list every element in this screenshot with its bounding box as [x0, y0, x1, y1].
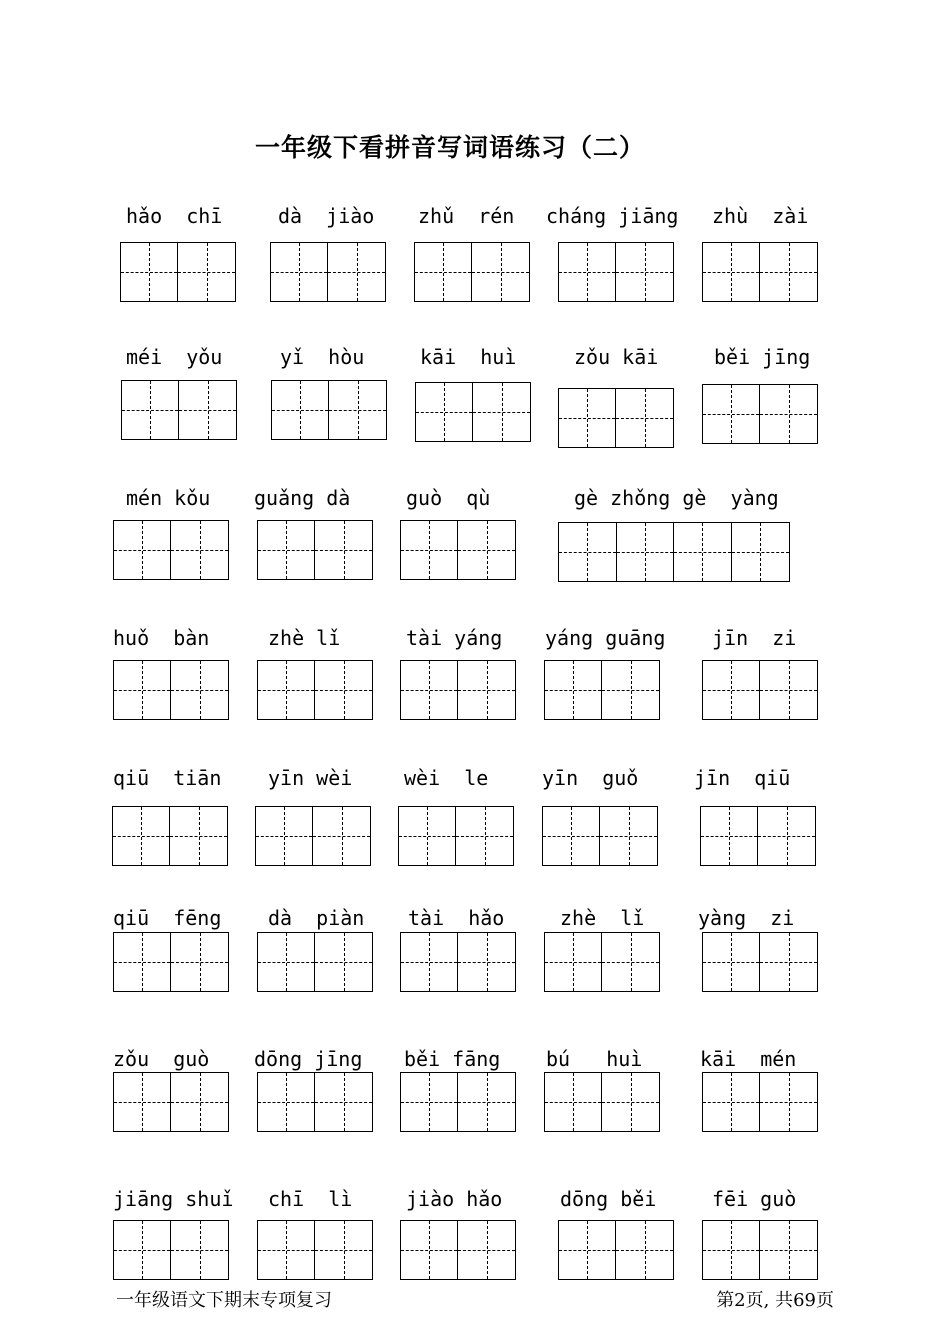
- pinyin-label: zhè lǐ: [268, 626, 341, 650]
- tianzige-cell[interactable]: [674, 523, 732, 581]
- tianzige-cell[interactable]: [179, 381, 236, 439]
- pinyin-label: yīn guǒ: [542, 766, 639, 790]
- pinyin-label: tài yáng: [406, 626, 503, 650]
- tianzige-cell[interactable]: [760, 933, 817, 991]
- tianzige-cell[interactable]: [401, 933, 458, 991]
- writing-grid[interactable]: [542, 806, 658, 866]
- pinyin-label: qiū fēng: [113, 906, 222, 930]
- pinyin-label: mén kǒu: [126, 486, 211, 510]
- tianzige-cell[interactable]: [114, 933, 171, 991]
- page-title: 一年级下看拼音写词语练习（二）: [254, 133, 645, 162]
- pinyin-label: kāi mén: [700, 1047, 797, 1071]
- tianzige-cell[interactable]: [458, 1221, 515, 1279]
- tianzige-cell[interactable]: [760, 385, 817, 443]
- writing-grid[interactable]: [400, 520, 516, 580]
- pinyin-label: dōng jīng: [254, 1047, 363, 1071]
- tianzige-cell[interactable]: [559, 243, 616, 301]
- tianzige-cell[interactable]: [703, 385, 760, 443]
- tianzige-cell[interactable]: [616, 1221, 673, 1279]
- tianzige-cell[interactable]: [703, 933, 760, 991]
- writing-grid[interactable]: [113, 520, 229, 580]
- writing-grid[interactable]: [558, 242, 674, 302]
- tianzige-cell[interactable]: [401, 661, 458, 719]
- tianzige-cell[interactable]: [315, 1073, 372, 1131]
- tianzige-cell[interactable]: [415, 243, 472, 301]
- writing-grid[interactable]: [112, 806, 228, 866]
- writing-grid[interactable]: [415, 382, 531, 442]
- footer-left: 一年级语文下期末专项复习: [116, 1290, 332, 1311]
- pinyin-label: méi yǒu: [126, 345, 223, 369]
- tianzige-cell[interactable]: [545, 1073, 602, 1131]
- writing-grid[interactable]: [544, 1072, 660, 1132]
- tianzige-cell[interactable]: [315, 933, 372, 991]
- tianzige-cell[interactable]: [315, 521, 372, 579]
- writing-grid[interactable]: [558, 1220, 674, 1280]
- tianzige-cell[interactable]: [258, 1221, 315, 1279]
- pinyin-label: jiāng shuǐ: [113, 1187, 234, 1211]
- writing-grid[interactable]: [255, 806, 371, 866]
- writing-grid[interactable]: [121, 380, 237, 440]
- writing-grid[interactable]: [257, 1072, 373, 1132]
- pinyin-label: gè zhǒng gè yàng: [574, 486, 779, 510]
- tianzige-cell[interactable]: [171, 1221, 228, 1279]
- tianzige-cell[interactable]: [602, 661, 659, 719]
- writing-grid[interactable]: [700, 806, 816, 866]
- writing-grid[interactable]: [113, 1220, 229, 1280]
- tianzige-cell[interactable]: [760, 243, 817, 301]
- tianzige-cell[interactable]: [178, 243, 235, 301]
- tianzige-cell[interactable]: [473, 383, 530, 441]
- writing-grid[interactable]: [113, 1072, 229, 1132]
- tianzige-cell[interactable]: [600, 807, 657, 865]
- pinyin-label: běi fāng: [404, 1047, 501, 1071]
- tianzige-cell[interactable]: [328, 243, 385, 301]
- writing-grid[interactable]: [702, 932, 818, 992]
- tianzige-cell[interactable]: [472, 243, 529, 301]
- pinyin-label: guò qù: [406, 486, 491, 510]
- tianzige-cell[interactable]: [559, 1221, 616, 1279]
- pinyin-label: chī lì: [268, 1187, 353, 1211]
- tianzige-cell[interactable]: [171, 661, 228, 719]
- tianzige-cell[interactable]: [114, 661, 171, 719]
- tianzige-cell[interactable]: [703, 1073, 760, 1131]
- writing-grid[interactable]: [702, 1220, 818, 1280]
- pinyin-label: jiào hǎo: [406, 1187, 503, 1211]
- tianzige-cell[interactable]: [114, 1221, 171, 1279]
- tianzige-cell[interactable]: [171, 521, 228, 579]
- writing-grid[interactable]: [398, 806, 514, 866]
- pinyin-label: yáng guāng: [545, 626, 666, 650]
- tianzige-cell[interactable]: [122, 381, 179, 439]
- writing-grid[interactable]: [558, 388, 674, 448]
- footer-right: 第2页, 共69页: [716, 1290, 834, 1311]
- tianzige-cell[interactable]: [401, 1221, 458, 1279]
- tianzige-cell[interactable]: [458, 521, 515, 579]
- writing-grid[interactable]: [400, 1220, 516, 1280]
- pinyin-label: wèi le: [404, 766, 489, 790]
- tianzige-cell[interactable]: [272, 381, 329, 439]
- pinyin-label: fēi guò: [712, 1187, 797, 1211]
- tianzige-cell[interactable]: [703, 661, 760, 719]
- tianzige-cell[interactable]: [114, 521, 171, 579]
- pinyin-label: zhè lǐ: [560, 906, 645, 930]
- tianzige-cell[interactable]: [416, 383, 473, 441]
- pinyin-label: zǒu kāi: [574, 345, 659, 369]
- pinyin-label: běi jīng: [714, 345, 811, 369]
- tianzige-cell[interactable]: [271, 243, 328, 301]
- tianzige-cell[interactable]: [602, 933, 659, 991]
- writing-grid[interactable]: [113, 932, 229, 992]
- tianzige-cell[interactable]: [399, 807, 456, 865]
- tianzige-cell[interactable]: [258, 933, 315, 991]
- tianzige-cell[interactable]: [545, 933, 602, 991]
- tianzige-cell[interactable]: [703, 1221, 760, 1279]
- writing-grid[interactable]: [113, 660, 229, 720]
- tianzige-cell[interactable]: [602, 1073, 659, 1131]
- tianzige-cell[interactable]: [760, 1221, 817, 1279]
- pinyin-label: guǎng dà: [254, 486, 351, 510]
- pinyin-label: yàng zi: [698, 906, 795, 930]
- writing-grid[interactable]: [702, 660, 818, 720]
- writing-grid[interactable]: [558, 522, 790, 582]
- tianzige-cell[interactable]: [258, 1073, 315, 1131]
- tianzige-cell[interactable]: [171, 933, 228, 991]
- pinyin-label: yīn wèi: [268, 766, 353, 790]
- pinyin-label: huǒ bàn: [113, 626, 210, 650]
- tianzige-cell[interactable]: [760, 661, 817, 719]
- writing-grid[interactable]: [544, 932, 660, 992]
- tianzige-cell[interactable]: [543, 807, 600, 865]
- writing-grid[interactable]: [400, 1072, 516, 1132]
- tianzige-cell[interactable]: [256, 807, 313, 865]
- pinyin-label: dōng běi: [560, 1187, 657, 1211]
- pinyin-label: dà piàn: [268, 906, 365, 930]
- pinyin-label: jīn qiū: [694, 766, 791, 790]
- tianzige-cell[interactable]: [315, 661, 372, 719]
- writing-grid[interactable]: [702, 242, 818, 302]
- writing-grid[interactable]: [270, 242, 386, 302]
- pinyin-label: kāi huì: [420, 345, 517, 369]
- tianzige-cell[interactable]: [617, 523, 675, 581]
- tianzige-cell[interactable]: [703, 243, 760, 301]
- pinyin-label: zǒu guò: [113, 1047, 210, 1071]
- writing-grid[interactable]: [257, 1220, 373, 1280]
- tianzige-cell[interactable]: [315, 1221, 372, 1279]
- tianzige-cell[interactable]: [559, 389, 616, 447]
- pinyin-label: hǎo chī: [126, 204, 223, 228]
- tianzige-cell[interactable]: [616, 243, 673, 301]
- tianzige-cell[interactable]: [701, 807, 758, 865]
- writing-grid[interactable]: [544, 660, 660, 720]
- tianzige-cell[interactable]: [458, 933, 515, 991]
- tianzige-cell[interactable]: [456, 807, 513, 865]
- writing-grid[interactable]: [120, 242, 236, 302]
- tianzige-cell[interactable]: [401, 521, 458, 579]
- writing-grid[interactable]: [271, 380, 387, 440]
- pinyin-label: yǐ hòu: [280, 345, 365, 369]
- tianzige-cell[interactable]: [258, 661, 315, 719]
- tianzige-cell[interactable]: [170, 807, 227, 865]
- pinyin-label: dà jiào: [278, 204, 375, 228]
- tianzige-cell[interactable]: [559, 523, 617, 581]
- pinyin-label: zhù zài: [712, 204, 809, 228]
- writing-grid[interactable]: [400, 660, 516, 720]
- tianzige-cell[interactable]: [458, 661, 515, 719]
- writing-grid[interactable]: [257, 660, 373, 720]
- tianzige-cell[interactable]: [758, 807, 815, 865]
- pinyin-label: zhǔ rén: [418, 204, 515, 228]
- pinyin-label: jīn zi: [712, 626, 797, 650]
- tianzige-cell[interactable]: [732, 523, 790, 581]
- writing-grid[interactable]: [414, 242, 530, 302]
- tianzige-cell[interactable]: [458, 1073, 515, 1131]
- tianzige-cell[interactable]: [616, 389, 673, 447]
- writing-grid[interactable]: [257, 932, 373, 992]
- tianzige-cell[interactable]: [545, 661, 602, 719]
- writing-grid[interactable]: [257, 520, 373, 580]
- tianzige-cell[interactable]: [121, 243, 178, 301]
- pinyin-label: bú huì: [546, 1047, 643, 1071]
- tianzige-cell[interactable]: [760, 1073, 817, 1131]
- writing-grid[interactable]: [400, 932, 516, 992]
- tianzige-cell[interactable]: [401, 1073, 458, 1131]
- tianzige-cell[interactable]: [114, 1073, 171, 1131]
- tianzige-cell[interactable]: [171, 1073, 228, 1131]
- tianzige-cell[interactable]: [313, 807, 370, 865]
- writing-grid[interactable]: [702, 1072, 818, 1132]
- tianzige-cell[interactable]: [113, 807, 170, 865]
- tianzige-cell[interactable]: [258, 521, 315, 579]
- tianzige-cell[interactable]: [329, 381, 386, 439]
- pinyin-label: qiū tiān: [113, 766, 222, 790]
- pinyin-label: tài hǎo: [408, 906, 505, 930]
- pinyin-label: cháng jiāng: [546, 204, 679, 228]
- writing-grid[interactable]: [702, 384, 818, 444]
